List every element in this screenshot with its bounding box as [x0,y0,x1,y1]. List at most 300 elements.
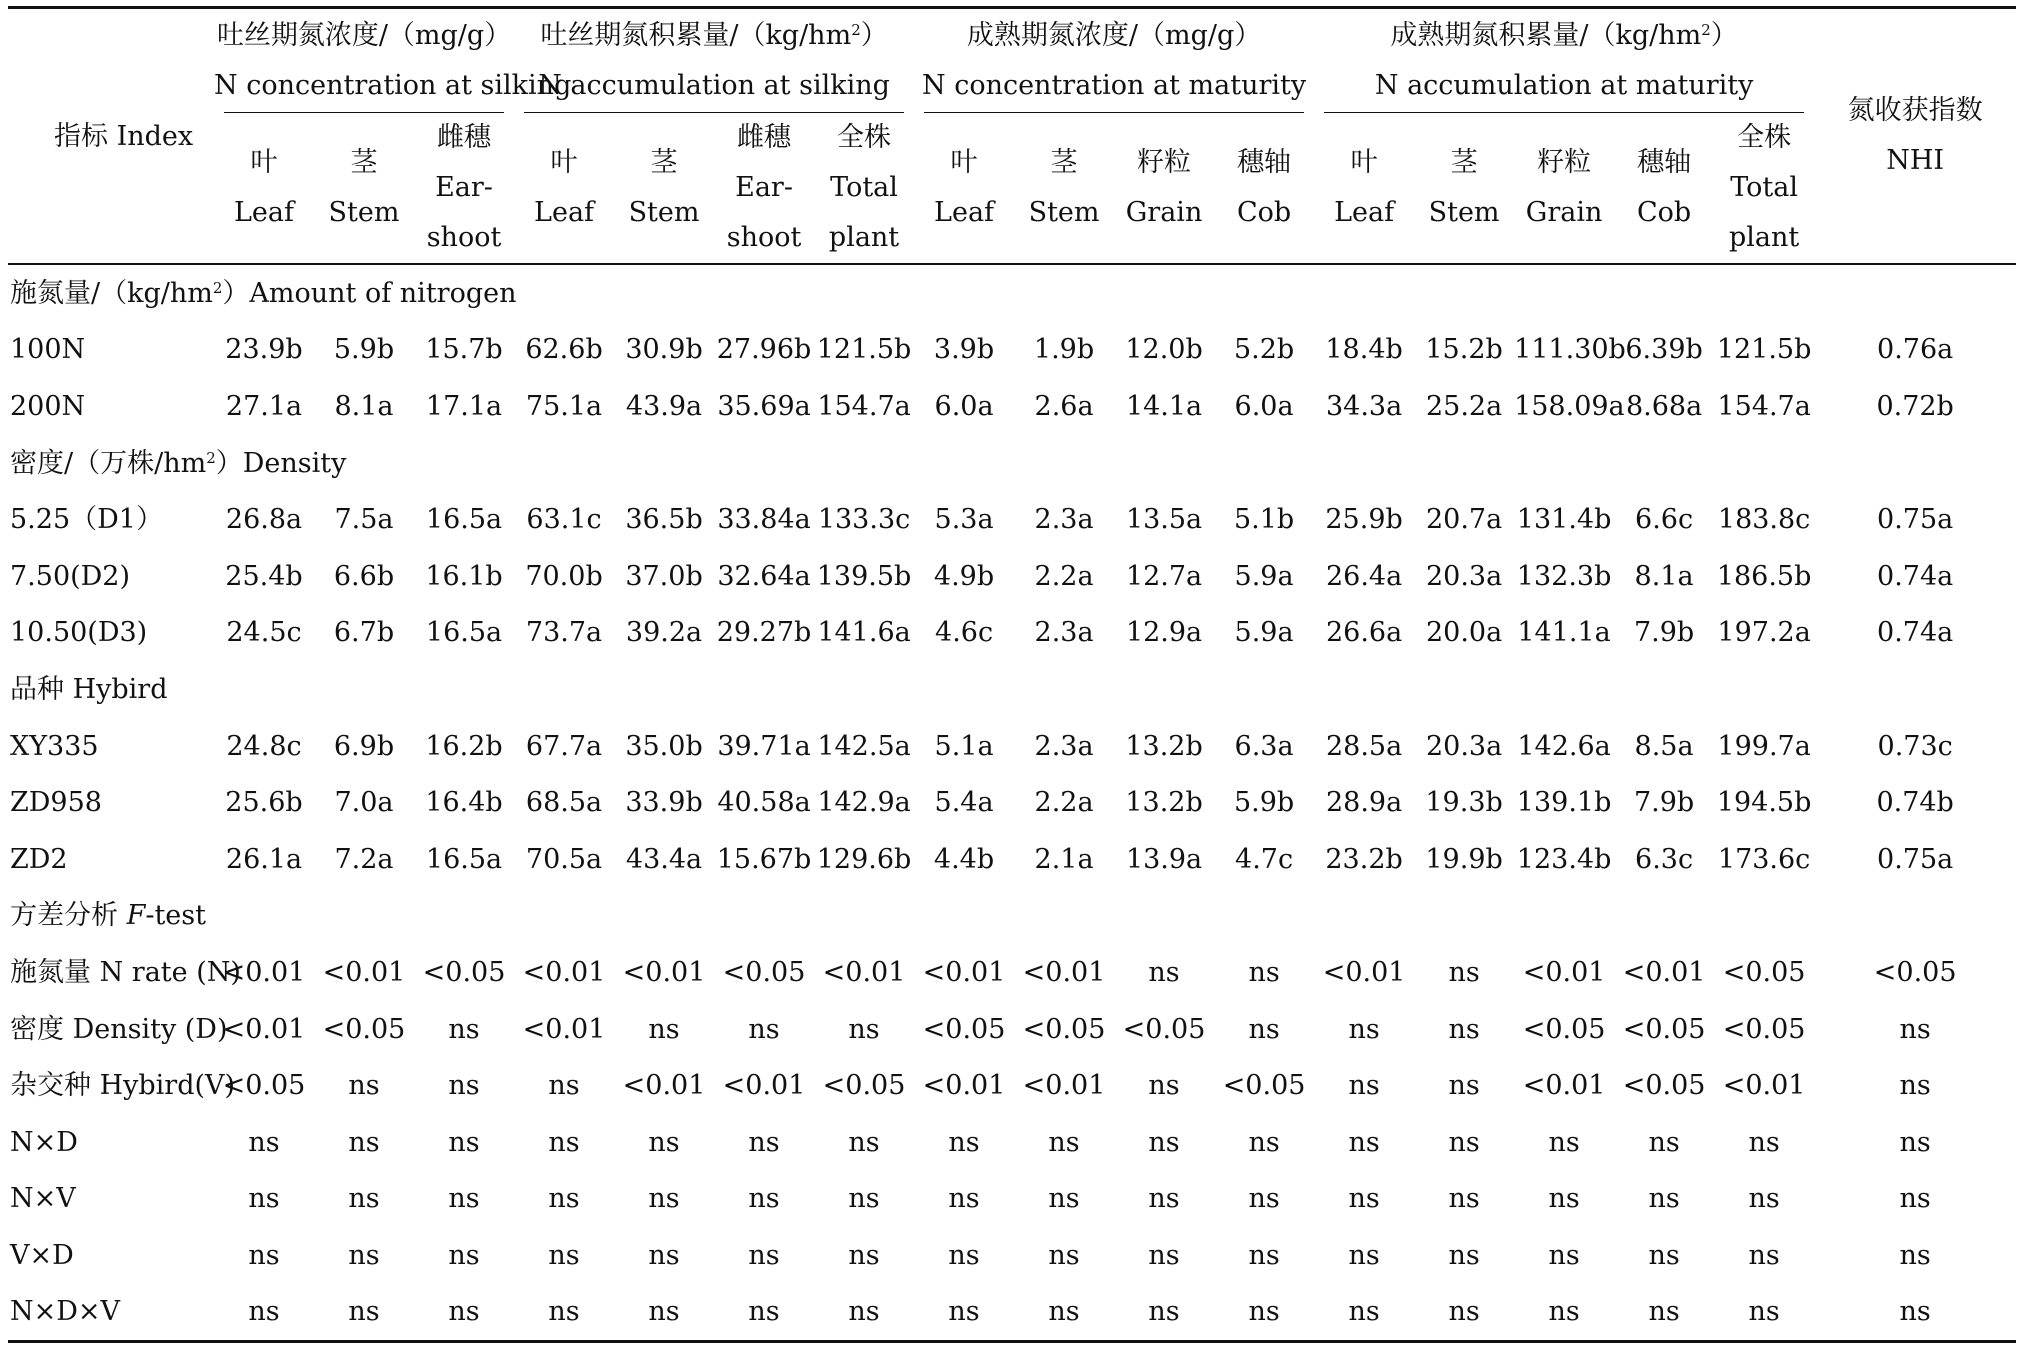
subcolumn-header [1014,113,1114,264]
value-cell: 8.68a [1625,390,1703,422]
value-cell: ns [348,1296,380,1328]
value-cell: <0.01 [1022,1070,1106,1102]
value-cell: <0.05 [1522,1013,1606,1045]
subcolumn-header-line: 茎 [1450,147,1478,178]
value-cell: 5.9a [1234,617,1294,649]
subcolumn-header-line: Ear- [435,172,493,203]
table-body [8,264,2016,1342]
value-cell: ns [648,1296,680,1328]
group-header-n-conc-maturity [914,8,1314,114]
nhi-cell: 0.74b [1876,787,1954,819]
value-cell: <0.05 [1222,1070,1306,1102]
value-cell: 8.1a [334,390,394,422]
value-cell: 6.0a [934,390,994,422]
value-cell: 23.9b [225,334,303,366]
value-cell: ns [948,1183,980,1215]
nitrogen-table [8,6,2016,1343]
value-cell: 197.2a [1717,617,1811,649]
table-row [8,1001,2016,1058]
value-cell: 154.7a [817,390,911,422]
value-cell: <0.01 [722,1070,806,1102]
value-cell: 23.2b [1325,843,1403,875]
value-cell: 1.9b [1033,334,1095,366]
value-cell: ns [1248,1013,1280,1045]
value-cell: <0.01 [222,956,306,988]
value-cell: ns [1148,1126,1180,1158]
value-cell: 7.2a [334,843,394,875]
value-cell: ns [848,1296,880,1328]
value-cell: 20.7a [1425,504,1503,536]
value-cell: ns [1248,1239,1280,1271]
row-label: 10.50(D3) [10,617,148,649]
value-cell: <0.01 [522,956,606,988]
value-cell: ns [248,1183,280,1215]
group-underline [224,112,504,113]
subcolumn-header-line: Cob [1636,197,1692,228]
subcolumn-header [714,113,814,264]
subcolumn-header-line: Total [1730,172,1798,203]
subcolumn-header-line: 茎 [350,147,378,178]
subcolumn-header [314,113,414,264]
value-cell: ns [1548,1183,1580,1215]
section-heading: 品种 Hybird [10,673,168,705]
nhi-cell: 0.72b [1876,390,1954,422]
subcolumn-header-line: Stem [328,197,400,228]
value-cell: 111.30b [1514,334,1626,366]
value-cell: ns [548,1070,580,1102]
subcolumn-header [1514,113,1614,264]
value-cell: 186.5b [1716,560,1812,592]
value-cell: 12.9a [1125,617,1203,649]
value-cell: 194.5b [1716,787,1812,819]
subcolumn-header-line: plant [1728,222,1800,253]
table-row [8,1227,2016,1284]
value-cell: <0.01 [522,1013,606,1045]
value-cell: 6.6c [1635,504,1694,536]
value-cell: ns [1748,1183,1780,1215]
value-cell: ns [748,1126,780,1158]
value-cell: 158.09a [1514,390,1625,422]
value-cell: 27.96b [716,334,812,366]
group-title-en: N accumulation at maturity [1374,70,1754,101]
value-cell: 6.9b [333,730,395,762]
subcolumn-header-line: 雌穗 [737,122,792,153]
subcolumn-header [1714,113,1814,264]
value-cell: 123.4b [1516,843,1612,875]
subcolumn-header-line: 叶 [550,147,578,178]
group-title-cn: 成熟期氮浓度/（mg/g） [966,20,1262,51]
value-cell: 67.7a [525,730,603,762]
row-label: 100N [10,334,86,366]
value-cell: ns [948,1296,980,1328]
value-cell: ns [1548,1296,1580,1328]
value-cell: 28.9a [1325,787,1403,819]
subcolumn-header-line: 籽粒 [1137,147,1192,178]
table-row [8,944,2016,1001]
value-cell: 26.8a [225,504,303,536]
value-cell: ns [248,1296,280,1328]
value-cell: 5.2b [1233,334,1295,366]
value-cell: 62.6b [525,334,603,366]
value-cell: 5.1a [934,730,994,762]
value-cell: 36.5b [625,504,703,536]
value-cell: <0.01 [1722,1070,1806,1102]
row-label: N×D×V [10,1296,121,1328]
value-cell: ns [748,1183,780,1215]
value-cell: 18.4b [1325,334,1403,366]
subcolumn-header-line: 茎 [650,147,678,178]
table-row [8,718,2016,775]
value-cell: 16.1b [425,560,503,592]
value-cell: ns [348,1183,380,1215]
value-cell: 7.9b [1633,787,1695,819]
group-title-en: N concentration at maturity [921,70,1307,101]
row-label: 200N [10,390,86,422]
table-row [8,1057,2016,1114]
value-cell: ns [448,1126,480,1158]
value-cell: 7.5a [334,504,394,536]
nhi-cell: 0.76a [1877,334,1954,366]
subcolumn-header-line: 叶 [950,147,978,178]
table-row [8,548,2016,605]
value-cell: ns [1048,1296,1080,1328]
value-cell: 35.0b [625,730,703,762]
value-cell: 132.3b [1516,560,1612,592]
value-cell: ns [448,1013,480,1045]
nhi-cell: 0.73c [1877,730,1953,762]
value-cell: <0.05 [1622,1013,1706,1045]
value-cell: 173.6c [1717,843,1811,875]
value-cell: 4.6c [935,617,994,649]
value-cell: ns [648,1183,680,1215]
value-cell: ns [1448,1070,1480,1102]
value-cell: ns [548,1183,580,1215]
value-cell: 25.9b [1325,504,1403,536]
value-cell: ns [548,1239,580,1271]
subcolumn-header-line: Leaf [234,197,294,228]
value-cell: 75.1a [525,390,603,422]
subcolumn-header-line: Leaf [934,197,995,228]
value-cell: 13.5a [1125,504,1203,536]
subcolumn-header [614,113,714,264]
value-cell: 142.6a [1517,730,1611,762]
subcolumn-header-line: Grain [1125,197,1203,228]
value-cell: ns [1348,1296,1380,1328]
value-cell: <0.01 [1622,956,1706,988]
value-cell: ns [1648,1296,1680,1328]
value-cell: 73.7a [525,617,603,649]
value-cell: ns [348,1070,380,1102]
value-cell: 24.5c [226,617,302,649]
nhi-cell: 0.74a [1877,560,1954,592]
value-cell: ns [1148,1070,1180,1102]
value-cell: ns [1348,1239,1380,1271]
value-cell: 16.5a [425,617,503,649]
value-cell: ns [1448,1183,1480,1215]
value-cell: 6.3c [1635,843,1694,875]
value-cell: 2.3a [1034,617,1094,649]
subcolumn-header-line: plant [828,222,900,253]
subcolumn-header-line: Total [830,172,898,203]
value-cell: ns [948,1239,980,1271]
nhi-cell: ns [1899,1126,1931,1158]
value-cell: 39.71a [717,730,811,762]
subcolumn-header-line: Stem [1428,197,1500,228]
value-cell: ns [1048,1126,1080,1158]
nhi-label-en: NHI [1886,145,1945,176]
value-cell: 8.1a [1634,560,1694,592]
value-cell: ns [1148,1183,1180,1215]
value-cell: 142.5a [817,730,911,762]
value-cell: ns [648,1126,680,1158]
value-cell: 183.8c [1717,504,1811,536]
value-cell: 70.5a [525,843,603,875]
value-cell: ns [1448,1239,1480,1271]
value-cell: ns [1348,1183,1380,1215]
value-cell: 13.2b [1125,787,1203,819]
value-cell: ns [448,1070,480,1102]
subcolumn-header-line: 叶 [250,147,278,178]
value-cell: ns [1048,1183,1080,1215]
value-cell: 6.39b [1625,334,1703,366]
value-cell: 139.1b [1516,787,1612,819]
value-cell: <0.05 [322,1013,406,1045]
value-cell: ns [1348,1070,1380,1102]
table-row [8,378,2016,435]
subcolumn-header-line: 叶 [1350,147,1378,178]
value-cell: ns [448,1296,480,1328]
row-label: XY335 [10,730,99,762]
value-cell: 121.5b [1716,334,1812,366]
value-cell: <0.05 [822,1070,906,1102]
row-label: 施氮量 N rate (N) [10,956,241,988]
subcolumn-header-line: 穗轴 [1237,147,1292,178]
group-header-n-accum-maturity [1314,8,1814,114]
subcolumn-header [214,113,314,264]
value-cell: <0.05 [422,956,506,988]
table-row [8,831,2016,888]
group-title-en: N accumulation at silking [538,70,890,101]
subcolumn-header [914,113,1014,264]
value-cell: 133.3c [817,504,911,536]
value-cell: 142.9a [817,787,911,819]
value-cell: <0.05 [1722,1013,1806,1045]
subcolumn-header [1214,113,1314,264]
value-cell: 26.6a [1325,617,1403,649]
row-label: 杂交种 Hybird(V) [10,1070,236,1102]
value-cell: 2.2a [1034,560,1094,592]
subcolumn-header-line: shoot [426,222,502,253]
value-cell: 4.7c [1235,843,1294,875]
value-cell: 20.3a [1425,730,1503,762]
value-cell: 15.67b [716,843,812,875]
value-cell: ns [248,1126,280,1158]
row-label: ZD2 [10,843,68,875]
value-cell: 16.4b [425,787,503,819]
subcolumn-header [414,113,514,264]
row-label: N×D [10,1126,78,1158]
group-underline [1324,112,1804,113]
value-cell: 5.3a [934,504,994,536]
value-cell: 6.6b [333,560,395,592]
value-cell: 154.7a [1717,390,1811,422]
value-cell: 14.1a [1125,390,1203,422]
value-cell: 27.1a [225,390,303,422]
value-cell: ns [1648,1126,1680,1158]
value-cell: ns [1148,1239,1180,1271]
section-row [8,435,2016,492]
table-row [8,605,2016,662]
subcolumn-header-line: Stem [1028,197,1100,228]
value-cell: ns [1548,1239,1580,1271]
group-header-row [8,8,2016,114]
value-cell: 5.9a [1234,560,1294,592]
nhi-column-header [1814,8,2016,265]
value-cell: 129.6b [816,843,912,875]
value-cell: ns [448,1183,480,1215]
section-row [8,888,2016,945]
value-cell: ns [1748,1239,1780,1271]
value-cell: <0.05 [1722,956,1806,988]
value-cell: ns [948,1126,980,1158]
subcolumn-header-line: Grain [1525,197,1603,228]
subcolumn-header [514,113,614,264]
table-row [8,774,2016,831]
value-cell: 17.1a [425,390,503,422]
subcolumn-header-line: Leaf [534,197,595,228]
value-cell: 25.4b [225,560,303,592]
subcolumn-header-line: 雌穗 [437,122,492,153]
value-cell: ns [1248,1296,1280,1328]
value-cell: ns [1048,1239,1080,1271]
section-heading: 施氮量$/(kg/hm^2)Amount$ of nitrogen [10,277,517,309]
group-header-n-conc-silking [214,8,572,114]
value-cell: 33.9b [625,787,703,819]
nhi-cell: 0.75a [1877,504,1954,536]
subcolumn-header-line: 穗轴 [1637,147,1692,178]
value-cell: 131.4b [1516,504,1612,536]
value-cell: ns [1148,1296,1180,1328]
value-cell: 6.7b [333,617,395,649]
subcolumn-header [1114,113,1214,264]
subcolumn-header-line: shoot [726,222,802,253]
value-cell: 43.9a [625,390,703,422]
value-cell: 35.69a [717,390,811,422]
subcolumn-header-line: 茎 [1050,147,1078,178]
value-cell: ns [248,1239,280,1271]
subcolumn-header-line: Cob [1236,197,1292,228]
value-cell: <0.01 [922,956,1006,988]
value-cell: 19.9b [1425,843,1503,875]
value-cell: 12.7a [1125,560,1203,592]
value-cell: ns [748,1239,780,1271]
value-cell: ns [348,1239,380,1271]
value-cell: <0.05 [722,956,806,988]
value-cell: ns [1748,1296,1780,1328]
value-cell: 141.1a [1517,617,1611,649]
value-cell: 6.0a [1234,390,1294,422]
nhi-cell: 0.75a [1877,843,1954,875]
section-row [8,264,2016,322]
value-cell: 24.8c [226,730,302,762]
index-column-header: 指标 Index [8,8,214,265]
nhi-cell: 0.74a [1877,617,1954,649]
group-title-cn: 吐丝期氮浓度/（mg/g） [216,20,512,51]
table-header [8,8,2016,265]
subcolumn-header [1314,113,1414,264]
value-cell: ns [1248,956,1280,988]
value-cell: 5.9b [1233,787,1295,819]
value-cell: <0.05 [1622,1070,1706,1102]
value-cell: ns [1648,1239,1680,1271]
row-label: V×D [10,1239,74,1271]
group-title-en: N concentration at silking [214,70,572,101]
nhi-cell: ns [1899,1239,1931,1271]
value-cell: 32.64a [717,560,811,592]
value-cell: 121.5b [816,334,912,366]
value-cell: <0.01 [922,1070,1006,1102]
value-cell: <0.01 [222,1013,306,1045]
value-cell: 199.7a [1717,730,1811,762]
value-cell: 33.84a [717,504,811,536]
value-cell: ns [748,1013,780,1045]
value-cell: ns [648,1013,680,1045]
value-cell: 15.2b [1425,334,1503,366]
value-cell: 19.3b [1425,787,1503,819]
section-row [8,661,2016,718]
value-cell: ns [448,1239,480,1271]
value-cell: 12.0b [1125,334,1203,366]
value-cell: 141.6a [817,617,911,649]
group-header-n-accum-silking [514,8,914,114]
value-cell: ns [1348,1013,1380,1045]
value-cell: <0.05 [1022,1013,1106,1045]
value-cell: 5.9b [333,334,395,366]
value-cell: 39.2a [625,617,703,649]
table-row [8,1114,2016,1171]
row-label: ZD958 [10,787,102,819]
value-cell: ns [548,1126,580,1158]
row-label: 密度 Density (D) [10,1013,228,1045]
value-cell: 40.58a [717,787,811,819]
value-cell: ns [1148,956,1180,988]
nhi-label-cn: 氮收获指数 [1847,95,1983,126]
group-underline [924,112,1304,113]
value-cell: <0.01 [622,1070,706,1102]
row-label: 5.25（D1） [10,504,163,536]
value-cell: ns [848,1126,880,1158]
table-row [8,322,2016,379]
value-cell: <0.01 [1322,956,1406,988]
value-cell: 37.0b [625,560,703,592]
value-cell: 4.4b [933,843,995,875]
value-cell: 2.1a [1034,843,1094,875]
value-cell: 139.5b [816,560,912,592]
value-cell: 7.0a [334,787,394,819]
subcolumn-header-line: Leaf [1334,197,1395,228]
value-cell: 29.27b [716,617,812,649]
row-label: N×V [10,1183,76,1215]
value-cell: 70.0b [525,560,603,592]
value-cell: ns [1348,1126,1380,1158]
value-cell: <0.01 [1522,1070,1606,1102]
value-cell: 5.1b [1233,504,1295,536]
value-cell: <0.05 [1122,1013,1206,1045]
nhi-cell: ns [1899,1070,1931,1102]
subcolumn-header-line: Stem [628,197,700,228]
value-cell: ns [1248,1183,1280,1215]
value-cell: ns [648,1239,680,1271]
